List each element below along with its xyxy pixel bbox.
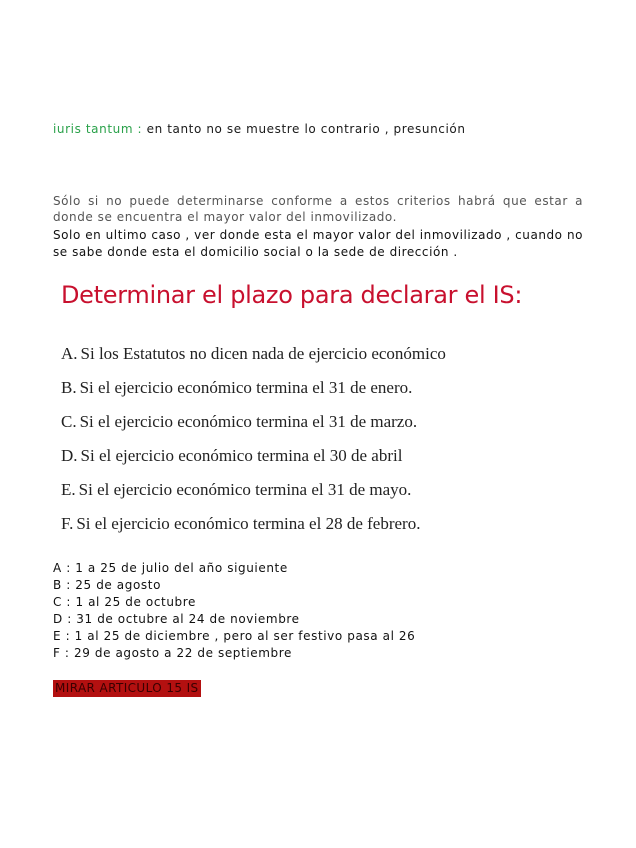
term-definition: en tanto no se muestre lo contrario , presunción	[142, 122, 466, 136]
answer-list	[53, 560, 415, 662]
question-item	[61, 513, 446, 547]
term-label: iuris tantum :	[53, 122, 143, 136]
answer-item: F : 29 de agosto a 22 de septiembre	[53, 646, 292, 660]
answer-item: C : 1 al 25 de octubre	[53, 595, 197, 609]
question-list	[61, 343, 446, 547]
question-text: Si el ejercicio económico termina el 28 de febrero.	[76, 514, 421, 533]
question-letter: D.	[61, 446, 78, 465]
question-text: Si los Estatutos no dicen nada de ejercicio económico	[80, 344, 446, 363]
section-heading: Determinar el plazo para declarar el IS:	[61, 281, 523, 309]
question-text: Si el ejercicio económico termina el 31 de enero.	[79, 378, 413, 397]
question-letter: F.	[61, 514, 74, 533]
question-item	[61, 411, 446, 445]
question-text: Si el ejercicio económico termina el 30 de abril	[80, 446, 403, 465]
question-text: Si el ejercicio económico termina el 31 de mayo.	[78, 480, 412, 499]
answer-item: D : 31 de octubre al 24 de noviembre	[53, 612, 300, 626]
question-letter: A.	[61, 344, 78, 363]
question-item	[61, 343, 446, 377]
answer-item: A : 1 a 25 de julio del año siguiente	[53, 561, 288, 575]
paragraph-criteria: Sólo si no puede determinarse conforme a estos criterios habrá que estar a donde se encuentra el mayor valor del inmovilizado.	[53, 194, 583, 224]
question-item	[61, 479, 446, 513]
question-item	[61, 377, 446, 411]
highlighted-note: MIRAR ARTICULO 15 IS	[55, 681, 199, 695]
paragraph-last-case: Solo en ultimo caso , ver donde esta el mayor valor del inmovilizado , cuando no se sabe donde esta el domicilio social o la sede de dirección .	[53, 228, 583, 259]
question-letter: C.	[61, 412, 77, 431]
question-letter: B.	[61, 378, 77, 397]
question-letter: E.	[61, 480, 76, 499]
answer-item: B : 25 de agosto	[53, 578, 162, 592]
question-item	[61, 445, 446, 479]
term-definition-line	[53, 122, 466, 136]
answer-item: E : 1 al 25 de diciembre , pero al ser festivo pasa al 26	[53, 629, 416, 643]
question-text: Si el ejercicio económico termina el 31 de marzo.	[79, 412, 418, 431]
